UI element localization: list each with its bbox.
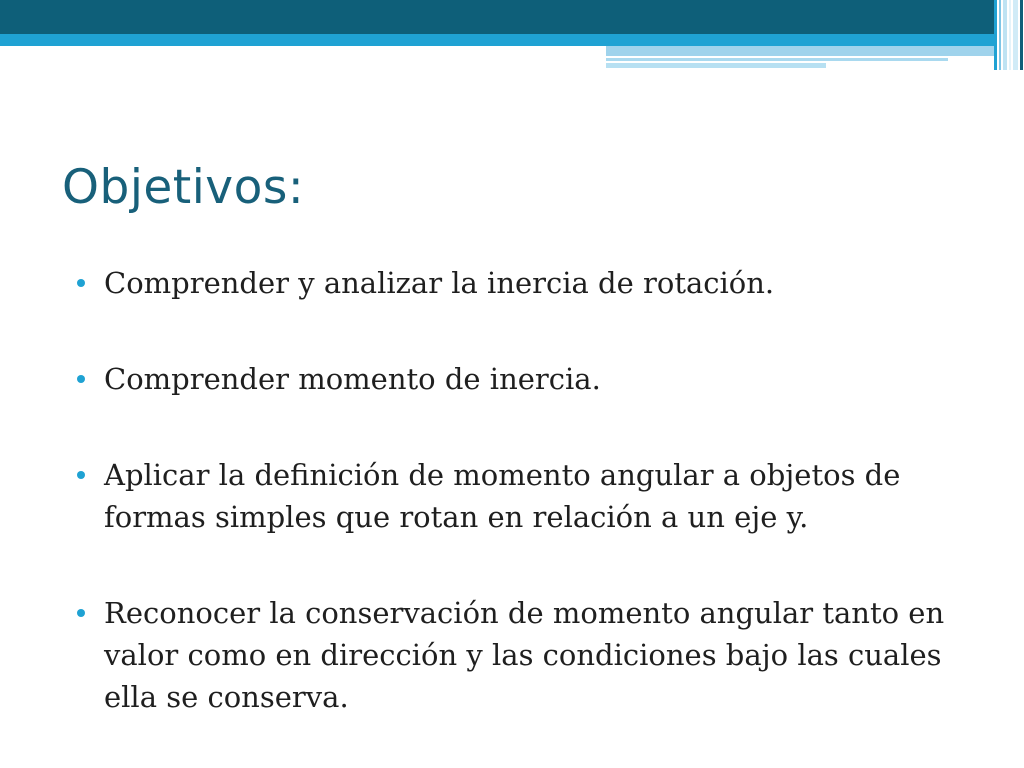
bullet-item bbox=[74, 358, 974, 400]
bullet-text: Aplicar la definición de momento angular a objetos de formas simples que rotan en relación a un eje y. bbox=[104, 458, 901, 534]
bullet-dot-icon bbox=[77, 471, 85, 479]
header-band-blue bbox=[0, 34, 994, 46]
bullet-list bbox=[74, 262, 974, 718]
slide-title: Objetivos: bbox=[62, 160, 305, 215]
header-band-dark bbox=[0, 0, 994, 34]
bullet-item bbox=[74, 592, 974, 718]
header-stripes bbox=[994, 0, 1024, 70]
bullet-dot-icon bbox=[77, 609, 85, 617]
header-band-light-short bbox=[606, 63, 826, 68]
bullet-dot-icon bbox=[77, 375, 85, 383]
bullet-item bbox=[74, 262, 974, 304]
bullet-text: Comprender y analizar la inercia de rotación. bbox=[104, 266, 775, 300]
header-band-light bbox=[606, 46, 994, 56]
bullet-text: Reconocer la conservación de momento angular tanto en valor como en dirección y las condiciones bajo las cuales ella se conserva. bbox=[104, 596, 945, 714]
bullet-dot-icon bbox=[77, 279, 85, 287]
bullet-text: Comprender momento de inercia. bbox=[104, 362, 601, 396]
header-band-light-thin bbox=[606, 58, 948, 61]
bullet-item bbox=[74, 454, 974, 538]
